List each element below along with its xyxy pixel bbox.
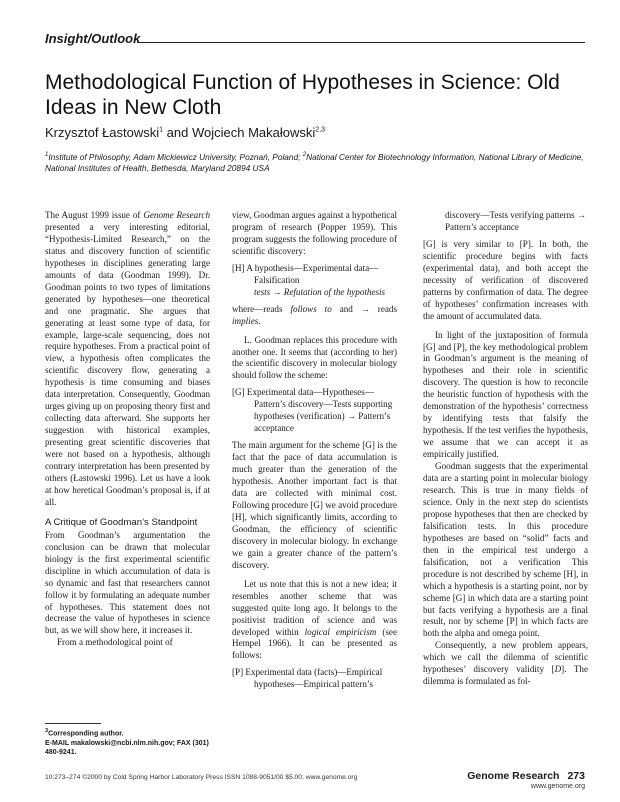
text-run: The August 1999 issue of [45,210,144,220]
article-title: Methodological Function of Hypotheses in Science: Old Ideas in New Cloth [45,71,560,119]
scheme-line: hypotheses—Empirical pattern’s [254,679,373,690]
author-line [45,125,585,140]
scheme-line: discovery—Tests verifying patterns → [445,210,587,220]
text-run: logical empiricism [304,626,377,637]
author-name: Wojciech Makałowski [191,125,316,140]
text-run: presented a very interesting editorial, “Hypothesis-Limited Research,” on the status and discovery function of scientific hypotheses in disciplines generating large amounts of data (Goodman 1999). Dr. Goodman points to two types of limitations generated by hypotheses—one theoretical and one pragmatic. She argues that generating at least some type of data, for example, large-scale sequencing, does not require hypotheses. From a practical point of view, a hypothesis often complicates the scientific discovery flow, generating a hypothesis is time consuming and biases data interpretation. Consequently, Goodman urges giving up on proposing theory first and collecting data afterward. She supports her suggestion with historical examples, presenting great scientific discoveries that were not based on a hypothesis, although contrary interpretation has been presented by others (Łastowski 1996). Let us have a look at how heretical Goodman’s proposal is, if at all. [45,221,210,507]
text-run: implies [232,315,259,326]
text-run: Consequently, a new problem appears, which we call the dilemma of scientific hypotheses’ discovery validity [ [423,640,588,675]
text-run: and → reads [331,303,397,314]
body-paragraph: In light of the juxtaposition of formula [G] and [P], the key methodological problem in Goodman’s argument is the meaning of hypotheses and their role in scientific discovery. The question is how to reconcile the heuristic function of hypothesis with the demonstration of the hypothesis’ correctness by identifying tests that falsify the hypothesis. If the test verifies the hypothesis, we assume that we can accept it as empirically justified. [423,329,588,460]
text-run: ]. The dilemma is formulated as fol- [423,664,588,687]
affiliations [45,150,585,175]
section-header [45,29,585,49]
author-conjunction: and [163,125,192,140]
footnote-rule [45,723,101,724]
citation-line: 10:273–274 ©2000 by Cold Spring Harbor Laboratory Press ISSN 1088-9051/00 $5.00; www.genome.org [45,774,358,781]
body-paragraph [423,640,588,688]
text-run: Let us note that this is not a new idea; it resembles another scheme that was suggested quite long ago. It belongs to the positivist tradition of science and was developed within [232,578,397,637]
footnote [45,723,215,757]
scheme-line: Pattern’s discovery—Tests supporting hypotheses (verification) → Pattern’s acceptance [254,399,393,434]
scheme-line: Pattern’s acceptance [445,221,519,232]
body-column-2 [232,210,397,696]
body-paragraph: From a methodological point of [57,637,173,648]
body-paragraph: L. Goodman replaces this procedure with another one. It seems that (according to her) the scientific discovery in molecular biology should follow the scheme: [232,334,397,381]
text-run: (see Hempel 1966). It can be presented as follows: [232,626,397,661]
body-paragraph: Goodman suggests that the experimental data are a starting point in molecular biology research. This is true in many fields of science. Only in the next step do scientists propose hypotheses that then are checked by falsification tests. In this procedure hypotheses are based on “solid” facts and then in the empirical test undergo a falsification, not a verification This procedure is not described by scheme [H], in which a hypothesis is a starting point, nor by scheme [G] in which data are a starting point but facts verifying a hypothesis are a final result, nor by scheme [P] in which facts are both the alpha and omega point. [423,461,588,639]
affil-mark: 2 [302,152,307,158]
scheme-h [232,263,397,299]
journal-name: Genome Research [143,210,210,220]
body-paragraph [232,579,397,663]
author-affil-mark: 2,3 [315,126,326,134]
section-label: Insight/Outlook [45,31,141,46]
body-column-3 [423,210,588,688]
section-heading: A Critique of Goodman’s Standpoint [45,516,198,528]
text-run: where—reads [232,303,291,314]
scheme-line: Falsification [254,274,300,285]
text-run: follows to [290,303,332,314]
footnote-corresponding [45,727,215,739]
body-paragraph: From Goodman’s argumentation the conclusion can be drawn that molecular biology is the first experimental scientific discipline in which accumulation of data is so dynamic and fast that researchers cannot follow it by formulating an adequate number of hypotheses. This statement does not decrease the value of hypotheses in science but, as we will show here, it increases it. [45,529,210,636]
body-column-1 [45,210,210,649]
scheme-p [232,667,397,691]
body-paragraph: The main argument for the scheme [G] is the fact that the pace of data accumulation is much greater than the generation of the hypothesis. Another important fact is that data are collected with minimal cost. Following procedure [G] we avoid procedure [H], which significantly limits, according to Goodman, the efficiency of scientific discovery in molecular biology. In exchange we gain a greater chance of the pattern’s discovery. [232,440,397,570]
journal-name: Genome Research [467,770,560,782]
footnote-contact: E-MAIL makalowski@ncbi.nlm.nih.gov; FAX (301) 480-9241. [45,739,209,756]
body-paragraph [45,210,210,509]
author-name: Krzysztof Łastowski [45,125,160,140]
header-rule [137,42,585,43]
scheme-line: [P] Experimental data (facts)—Empirical [232,667,383,678]
body-paragraph [232,304,397,328]
affiliation-text: National Center for Biotechnology Information, National Library of Medicine, National Institutes of Health, Bethesda, Maryland 20894 USA [45,151,584,174]
author-affil-mark: 1 [159,126,164,134]
scheme-line: tests → Refutation of the hypothesis [254,286,386,297]
body-paragraph: [G] is very similar to [P]. In both, the scientific procedure begins with facts (experimental data), and both accept the necessity of verification of discovered patterns by confirmation of data. The degree of hypotheses’ confirmation increases with the amount of accumulated data. [423,238,588,321]
body-paragraph: view, Goodman argues against a hypothetical program of research (Popper 1959). This program suggests the following procedure of scientific discovery: [232,210,397,256]
text-run: . [258,315,261,326]
journal-footer [467,770,585,782]
affil-mark: 1 [45,152,49,158]
scheme-line: [H] A hypothesis—Experimental data— [232,262,379,273]
scheme-line: [G] Experimental data—Hypotheses— [232,387,374,398]
scheme-p-continued [423,210,588,234]
journal-url[interactable]: www.genome.org [530,783,585,790]
page-footer [45,770,585,792]
affiliation-text: Institute of Philosophy, Adam Mickiewicz University, Poznań, Poland; [48,151,303,162]
page-number: 273 [567,770,585,782]
footnote-text: Corresponding author. [48,730,124,738]
footnote-mark: 3 [45,728,49,734]
scheme-g [232,387,397,435]
text-run: D [554,664,562,675]
